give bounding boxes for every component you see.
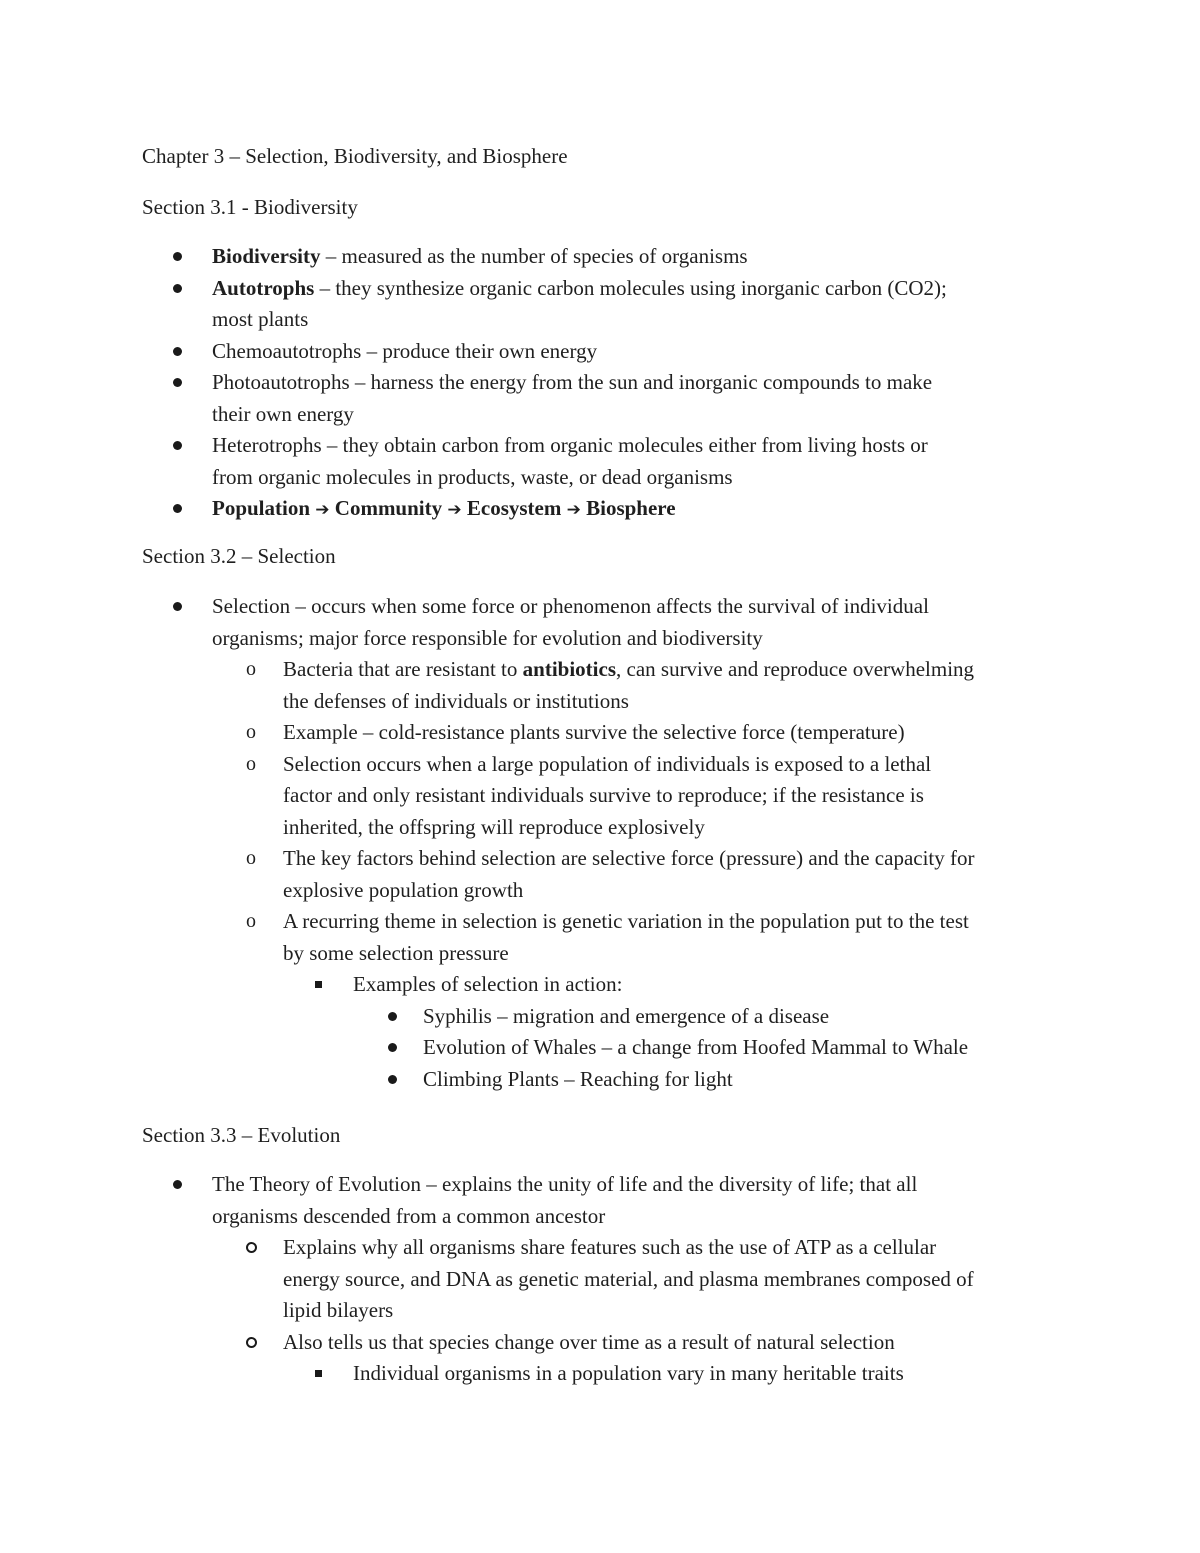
bullet-icon xyxy=(173,241,182,273)
list-item xyxy=(142,969,1070,1001)
list-item xyxy=(142,749,1070,844)
square-bullet-icon xyxy=(315,969,322,1001)
item-text-cont: by some selection pressure xyxy=(283,940,509,965)
definition-cont: most plants xyxy=(212,307,309,331)
section-3-3-list xyxy=(142,1169,1070,1390)
definition: – they synthesize organic carbon molecules using inorganic carbon (CO2); xyxy=(314,275,947,300)
section-heading-3-2: Section 3.2 – Selection xyxy=(142,544,336,568)
item-text: Explains why all organisms share features such as the use of ATP as a cellular xyxy=(283,1235,937,1259)
bold-circle-bullet-icon xyxy=(246,1232,257,1264)
circle-bullet-icon: o xyxy=(246,658,256,680)
item-text-cont: energy source, and DNA as genetic material, and plasma membranes composed of xyxy=(283,1266,974,1291)
item-text: Examples of selection in action: xyxy=(353,972,623,996)
term: Autotrophs xyxy=(212,275,315,300)
item-text: Selection occurs when a large population of individuals is exposed to a lethal xyxy=(283,751,932,776)
item-text: Photoautotrophs – harness the energy from the sun and inorganic compounds to make xyxy=(212,370,933,394)
bullet-icon xyxy=(173,493,182,525)
list-item xyxy=(142,1358,1070,1390)
bullet-icon xyxy=(173,336,182,368)
item-text: Heterotrophs – they obtain carbon from organic molecules either from living hosts or xyxy=(212,433,928,457)
hierarchy-ecosystem: Ecosystem xyxy=(466,496,562,520)
item-text-cont: lipid bilayers xyxy=(283,1298,394,1322)
hierarchy-community: Community xyxy=(334,496,443,520)
item-text: A recurring theme in selection is genetic variation in the population put to the test xyxy=(283,909,969,933)
square-bullet-icon xyxy=(315,1358,322,1390)
bold-circle-bullet-icon xyxy=(246,1327,257,1359)
item-text: Individual organisms in a population vary in many heritable traits xyxy=(353,1361,904,1385)
item-text-cont: the defenses of individuals or institutions xyxy=(283,688,629,713)
bullet-icon xyxy=(173,273,182,305)
item-text: The key factors behind selection are selective force (pressure) and the capacity for xyxy=(283,846,975,870)
list-item xyxy=(142,367,1070,430)
item-text-cont: from organic molecules in products, waste, or dead organisms xyxy=(212,464,733,489)
bullet-icon xyxy=(173,1169,182,1201)
item-text: Evolution of Whales – a change from Hoofed Mammal to Whale xyxy=(423,1035,969,1059)
list-item xyxy=(142,843,1070,906)
list-item xyxy=(142,591,1070,654)
chapter-title: Chapter 3 – Selection, Biodiversity, and Biosphere xyxy=(142,144,568,168)
arrow-right-icon: ➔ xyxy=(315,500,330,520)
list-item xyxy=(142,1001,1070,1033)
item-text-cont: their own energy xyxy=(212,401,354,426)
section-3-1-list xyxy=(142,241,1070,527)
list-item xyxy=(142,906,1070,969)
definition: – measured as the number of species of organisms xyxy=(320,244,748,268)
item-text: , can survive and reproduce overwhelming xyxy=(616,657,975,681)
item-text-cont: inherited, the offspring will reproduce explosively xyxy=(283,814,705,839)
list-item xyxy=(142,1232,1070,1327)
item-text: Syphilis – migration and emergence of a disease xyxy=(423,1003,830,1028)
item-text-cont: organisms; major force responsible for evolution and biodiversity xyxy=(212,625,763,650)
bullet-icon xyxy=(388,1001,397,1033)
item-text: Selection – occurs when some force or phenomenon affects the survival of individual xyxy=(212,594,929,618)
arrow-right-icon: ➔ xyxy=(447,500,462,520)
item-text: Bacteria that are resistant to xyxy=(283,657,523,681)
bullet-icon xyxy=(173,591,182,623)
circle-bullet-icon: o xyxy=(246,721,256,743)
list-item xyxy=(142,1064,1070,1096)
term: antibiotics xyxy=(522,657,616,681)
item-text-cont: explosive population growth xyxy=(283,877,524,902)
list-item xyxy=(142,273,1070,336)
item-text-cont: factor and only resistant individuals survive to reproduce; if the resistance is xyxy=(283,783,924,807)
bullet-icon xyxy=(173,367,182,399)
list-item xyxy=(142,430,1070,493)
list-item xyxy=(142,336,1070,368)
hierarchy-biosphere: Biosphere xyxy=(586,496,676,520)
list-item xyxy=(142,241,1070,273)
section-heading-3-1: Section 3.1 - Biodiversity xyxy=(142,195,358,219)
section-3-2-list xyxy=(142,591,1070,1095)
item-text-cont: organisms descended from a common ancestor xyxy=(212,1203,606,1228)
circle-bullet-icon: o xyxy=(246,847,256,869)
list-item-hierarchy xyxy=(142,493,1070,527)
circle-bullet-icon: o xyxy=(246,910,256,932)
item-text: Climbing Plants – Reaching for light xyxy=(423,1066,733,1091)
arrow-right-icon: ➔ xyxy=(566,500,581,520)
bullet-icon xyxy=(388,1032,397,1064)
bullet-icon xyxy=(388,1064,397,1096)
item-text: Also tells us that species change over time as a result of natural selection xyxy=(283,1329,895,1354)
list-item xyxy=(142,1327,1070,1359)
list-item xyxy=(142,1169,1070,1232)
list-item xyxy=(142,1032,1070,1064)
hierarchy-population: Population xyxy=(212,496,311,520)
item-text: Example – cold-resistance plants survive the selective force (temperature) xyxy=(283,720,905,744)
list-item xyxy=(142,654,1070,717)
bullet-icon xyxy=(173,430,182,462)
section-heading-3-3: Section 3.3 – Evolution xyxy=(142,1123,341,1147)
item-text: The Theory of Evolution – explains the unity of life and the diversity of life; that all xyxy=(212,1172,918,1196)
circle-bullet-icon: o xyxy=(246,752,256,775)
term: Biodiversity xyxy=(212,244,321,268)
item-text: Chemoautotrophs – produce their own energy xyxy=(212,338,598,363)
list-item xyxy=(142,717,1070,749)
